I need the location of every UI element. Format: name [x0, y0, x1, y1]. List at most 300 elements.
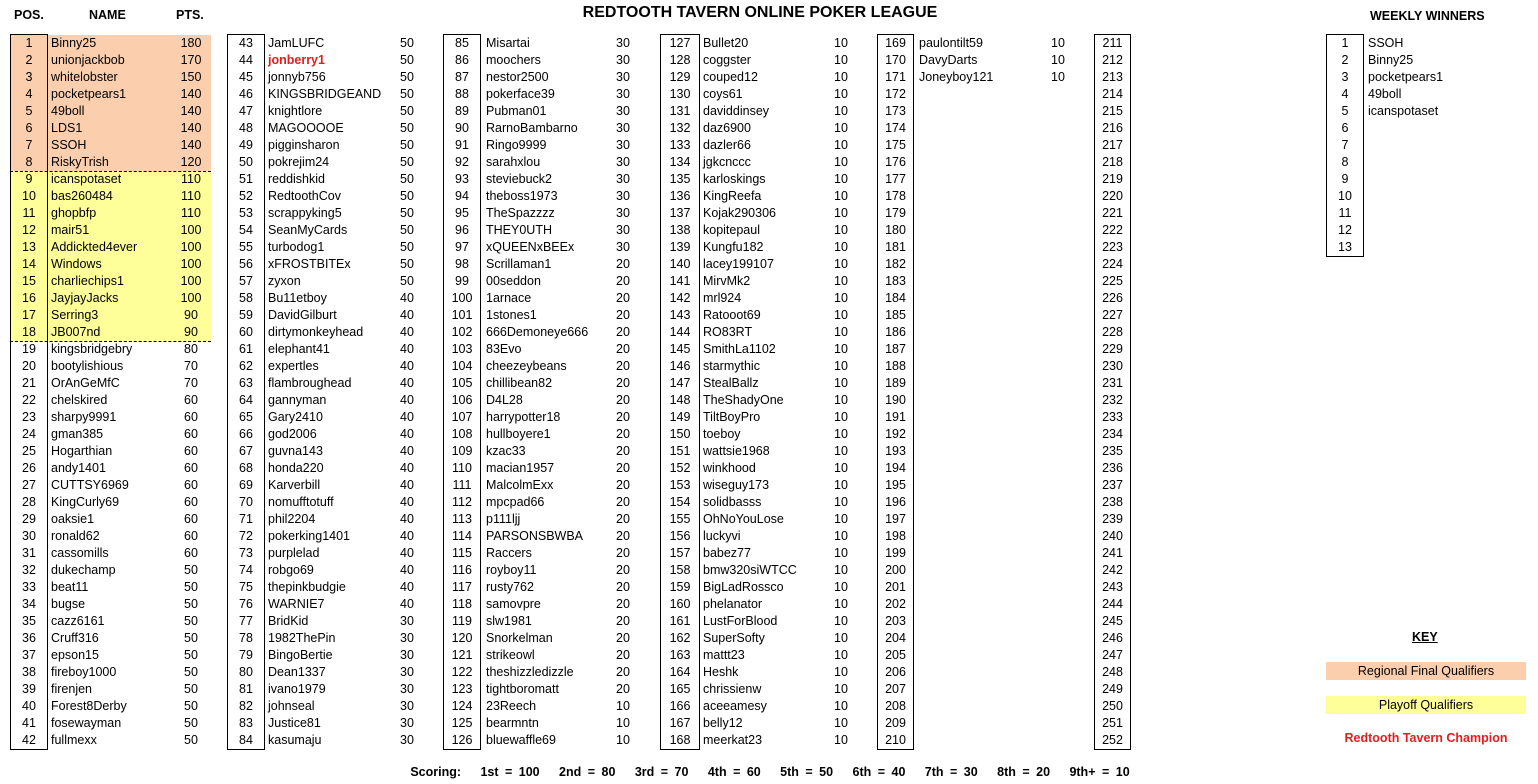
player-name: kzac33	[486, 444, 526, 458]
player-name: DavidGilburt	[268, 308, 337, 322]
weekly-winner-name: icanspotaset	[1368, 104, 1439, 118]
player-name: flambroughead	[268, 376, 352, 390]
player-points: 10	[834, 546, 848, 560]
position-number: 219	[1102, 172, 1123, 186]
position-number: 211	[1102, 36, 1123, 50]
position-number: 169	[885, 36, 906, 50]
player-name: BingoBertie	[268, 648, 333, 662]
position-number: 239	[1102, 512, 1123, 526]
position-number: 41	[22, 716, 36, 730]
position-number: 126	[451, 733, 473, 747]
player-name: andy1401	[51, 461, 106, 475]
position-number: 165	[669, 682, 691, 696]
player-points: 60	[184, 393, 198, 407]
player-points: 20	[616, 257, 630, 271]
position-number: 134	[669, 155, 691, 169]
position-number: 61	[239, 342, 253, 356]
player-name: RO83RT	[703, 325, 753, 339]
position-number: 163	[669, 648, 691, 662]
position-number: 200	[885, 563, 906, 577]
player-name: Heshk	[703, 665, 739, 679]
player-name: dukechamp	[51, 563, 116, 577]
position-number: 214	[1102, 87, 1123, 101]
position-number: 82	[239, 699, 253, 713]
player-name: cassomills	[51, 546, 109, 560]
position-number: 18	[22, 325, 36, 339]
position-number: 189	[885, 376, 906, 390]
player-points: 30	[616, 223, 630, 237]
position-number: 86	[455, 53, 469, 67]
weekly-position-number: 12	[1338, 223, 1352, 237]
position-number: 157	[669, 546, 691, 560]
player-points: 10	[834, 699, 848, 713]
position-number: 120	[451, 631, 473, 645]
position-number: 107	[451, 410, 473, 424]
player-points: 20	[616, 308, 630, 322]
player-name: 1stones1	[486, 308, 537, 322]
player-name: tightboromatt	[486, 682, 559, 696]
position-number: 75	[239, 580, 253, 594]
position-number: 113	[452, 512, 472, 526]
player-points: 20	[616, 512, 630, 526]
player-points: 30	[616, 70, 630, 84]
player-points: 10	[834, 614, 848, 628]
player-name: samovpre	[486, 597, 541, 611]
weekly-position-number: 3	[1341, 70, 1349, 84]
position-number: 24	[22, 427, 36, 441]
position-number: 67	[239, 444, 253, 458]
player-points: 30	[616, 138, 630, 152]
position-number: 244	[1102, 597, 1123, 611]
player-name: TheSpazzzz	[486, 206, 555, 220]
position-number: 43	[239, 36, 253, 50]
position-number: 184	[885, 291, 906, 305]
player-points: 50	[400, 172, 414, 186]
position-number: 60	[239, 325, 253, 339]
position-number: 247	[1102, 648, 1123, 662]
player-points: 30	[400, 614, 414, 628]
position-number: 218	[1102, 155, 1123, 169]
position-number: 5	[25, 104, 33, 118]
player-points: 30	[400, 716, 414, 730]
position-number: 150	[669, 427, 691, 441]
position-number: 203	[885, 614, 906, 628]
player-name: lacey199107	[703, 257, 774, 271]
position-number: 81	[239, 682, 253, 696]
position-number: 206	[885, 665, 906, 679]
player-name: whitelobster	[51, 70, 118, 84]
player-name: pokerface39	[486, 87, 555, 101]
position-number: 245	[1102, 614, 1123, 628]
player-points: 40	[400, 563, 414, 577]
player-name: JayjayJacks	[51, 291, 119, 305]
weekly-winner-name: 49boll	[1368, 87, 1402, 101]
key-title: KEY	[1412, 630, 1438, 644]
position-number: 104	[451, 359, 473, 373]
player-points: 40	[400, 410, 414, 424]
player-points: 10	[834, 393, 848, 407]
player-points: 10	[834, 478, 848, 492]
player-name: Gary2410	[268, 410, 323, 424]
player-points: 90	[184, 308, 198, 322]
position-number: 57	[239, 274, 253, 288]
position-number: 10	[22, 189, 36, 203]
position-number: 144	[669, 325, 691, 339]
player-points: 140	[180, 138, 202, 152]
player-points: 10	[834, 138, 848, 152]
player-name: Addickted4ever	[51, 240, 138, 254]
position-number: 7	[25, 138, 33, 152]
player-points: 10	[834, 240, 848, 254]
player-name: MalcolmExx	[486, 478, 554, 492]
player-name: fireboy1000	[51, 665, 117, 679]
player-points: 10	[834, 104, 848, 118]
weekly-position-number: 7	[1341, 138, 1349, 152]
position-number: 116	[452, 563, 472, 577]
player-name: mair51	[51, 223, 90, 237]
position-number: 167	[669, 716, 691, 730]
player-points: 50	[400, 240, 414, 254]
weekly-winner-name: pocketpears1	[1368, 70, 1444, 84]
position-number: 213	[1102, 70, 1123, 84]
position-number: 153	[669, 478, 691, 492]
player-points: 30	[616, 53, 630, 67]
player-name: TheShadyOne	[703, 393, 784, 407]
player-points: 60	[184, 529, 198, 543]
player-points: 30	[616, 155, 630, 169]
position-number: 71	[239, 512, 253, 526]
position-number: 115	[452, 546, 472, 560]
position-number: 36	[22, 631, 36, 645]
player-points: 20	[616, 597, 630, 611]
player-points: 170	[180, 53, 202, 67]
position-number: 37	[22, 648, 36, 662]
position-number: 242	[1102, 563, 1123, 577]
player-name: chrissienw	[703, 682, 762, 696]
weekly-position-number: 8	[1341, 155, 1349, 169]
player-points: 40	[400, 427, 414, 441]
position-number: 128	[669, 53, 691, 67]
position-number: 241	[1102, 546, 1123, 560]
position-number: 221	[1102, 206, 1123, 220]
player-name: CUTTSY6969	[51, 478, 129, 492]
position-number: 204	[885, 631, 906, 645]
position-number: 185	[885, 308, 906, 322]
position-number: 68	[239, 461, 253, 475]
qualifier-divider	[10, 171, 211, 172]
position-number: 251	[1102, 716, 1123, 730]
position-number: 70	[239, 495, 253, 509]
player-name: macian1957	[486, 461, 555, 475]
player-name: bearmntn	[486, 716, 539, 730]
position-number: 98	[455, 257, 469, 271]
player-name: dirtymonkeyhead	[268, 325, 364, 339]
player-points: 20	[616, 342, 630, 356]
position-number: 74	[239, 563, 253, 577]
player-name: SuperSofty	[703, 631, 765, 645]
player-points: 120	[180, 155, 202, 169]
player-points: 10	[834, 257, 848, 271]
position-number: 13	[22, 240, 36, 254]
position-number: 14	[22, 257, 36, 271]
player-name: fosewayman	[51, 716, 122, 730]
position-number: 103	[451, 342, 473, 356]
player-points: 20	[616, 427, 630, 441]
player-points: 20	[616, 478, 630, 492]
position-number: 162	[669, 631, 691, 645]
position-number: 232	[1102, 393, 1123, 407]
position-number: 56	[239, 257, 253, 271]
position-number: 29	[22, 512, 36, 526]
position-number: 181	[885, 240, 906, 254]
player-name: aceeamesy	[703, 699, 767, 713]
player-points: 50	[184, 716, 198, 730]
position-number: 196	[885, 495, 906, 509]
player-name: SSOH	[51, 138, 87, 152]
player-points: 110	[181, 189, 201, 203]
position-number: 79	[239, 648, 253, 662]
player-name: ronald62	[51, 529, 100, 543]
player-points: 10	[834, 274, 848, 288]
player-name: 49boll	[51, 104, 85, 118]
player-points: 10	[834, 733, 848, 747]
player-points: 50	[400, 155, 414, 169]
player-name: Kojak290306	[703, 206, 776, 220]
position-number: 28	[22, 495, 36, 509]
player-name: kingsbridgebry	[51, 342, 133, 356]
player-points: 30	[400, 682, 414, 696]
player-name: expertles	[268, 359, 319, 373]
player-points: 20	[616, 393, 630, 407]
player-points: 10	[834, 410, 848, 424]
position-number: 96	[455, 223, 469, 237]
scoring-legend: Scoring: 1st = 100 2nd = 80 3rd = 70 4th = 60 5th = 50 6th = 40 7th = 30 8th = 20 9th+ = 10	[410, 765, 1130, 779]
player-points: 50	[184, 563, 198, 577]
player-name: gannyman	[268, 393, 327, 407]
player-points: 30	[616, 206, 630, 220]
player-name: Joneyboy121	[919, 70, 994, 84]
position-number: 4	[25, 87, 33, 101]
position-number: 50	[239, 155, 253, 169]
player-name: kopitepaul	[703, 223, 760, 237]
position-number: 164	[669, 665, 691, 679]
position-number: 80	[239, 665, 253, 679]
position-number: 149	[669, 410, 691, 424]
player-points: 10	[616, 733, 630, 747]
player-points: 30	[616, 121, 630, 135]
player-name: KINGSBRIDGEAND	[268, 87, 382, 101]
player-name: JamLUFC	[268, 36, 325, 50]
player-points: 20	[616, 461, 630, 475]
league-title: REDTOOTH TAVERN ONLINE POKER LEAGUE	[582, 4, 938, 21]
position-number: 38	[22, 665, 36, 679]
player-points: 50	[400, 206, 414, 220]
position-number: 171	[885, 70, 906, 84]
player-name: SeanMyCards	[268, 223, 348, 237]
player-points: 40	[400, 461, 414, 475]
player-name: starmythic	[703, 359, 760, 373]
player-name: elephant41	[268, 342, 330, 356]
player-name: toeboy	[703, 427, 741, 441]
player-name: paulontilt59	[919, 36, 983, 50]
player-points: 50	[184, 665, 198, 679]
position-number: 84	[239, 733, 253, 747]
position-number: 182	[885, 257, 906, 271]
player-name: honda220	[268, 461, 324, 475]
player-points: 10	[834, 529, 848, 543]
player-name: dazler66	[703, 138, 751, 152]
weekly-position-number: 6	[1341, 121, 1349, 135]
position-number: 46	[239, 87, 253, 101]
player-points: 40	[400, 325, 414, 339]
position-number: 108	[451, 427, 473, 441]
player-name: guvna143	[268, 444, 323, 458]
player-points: 10	[616, 716, 630, 730]
player-name: D4L28	[486, 393, 523, 407]
player-name: pokerking1401	[268, 529, 351, 543]
position-number: 129	[669, 70, 691, 84]
player-points: 180	[180, 36, 202, 50]
position-number: 89	[455, 104, 469, 118]
player-name: MAGOOOOE	[268, 121, 344, 135]
position-number: 215	[1102, 104, 1123, 118]
position-number: 87	[455, 70, 469, 84]
weekly-position-number: 2	[1341, 53, 1349, 67]
player-points: 100	[180, 240, 202, 254]
position-number: 147	[669, 376, 691, 390]
player-name: theboss1973	[486, 189, 558, 203]
player-points: 150	[180, 70, 202, 84]
position-number: 145	[669, 342, 691, 356]
position-number: 12	[22, 223, 36, 237]
player-name: cazz6161	[51, 614, 105, 628]
position-number: 100	[451, 291, 473, 305]
player-name: Binny25	[51, 36, 97, 50]
position-number: 83	[239, 716, 253, 730]
player-points: 10	[834, 580, 848, 594]
player-name: harrypotter18	[486, 410, 561, 424]
player-points: 20	[616, 580, 630, 594]
player-name: 83Evo	[486, 342, 522, 356]
position-number: 72	[239, 529, 253, 543]
position-number: 190	[885, 393, 906, 407]
player-points: 40	[400, 546, 414, 560]
player-name: PARSONSBWBA	[486, 529, 584, 543]
player-name: oaksie1	[51, 512, 95, 526]
player-name: Cruff316	[51, 631, 99, 645]
position-number: 202	[885, 597, 906, 611]
position-number: 225	[1102, 274, 1123, 288]
player-points: 20	[616, 546, 630, 560]
player-name: babez77	[703, 546, 751, 560]
player-points: 40	[400, 393, 414, 407]
position-number: 97	[455, 240, 469, 254]
player-name: Dean1337	[268, 665, 326, 679]
player-name: pocketpears1	[51, 87, 127, 101]
player-name: daz6900	[703, 121, 751, 135]
player-name: Bu11etboy	[268, 291, 327, 305]
player-name: wiseguy173	[703, 478, 770, 492]
player-points: 50	[400, 53, 414, 67]
player-name: solidbasss	[703, 495, 762, 509]
player-name: KingReefa	[703, 189, 762, 203]
position-number: 9	[25, 172, 33, 186]
player-points: 40	[400, 444, 414, 458]
player-points: 10	[834, 342, 848, 356]
player-points: 100	[180, 274, 202, 288]
player-points: 10	[834, 291, 848, 305]
player-name: jonberry1	[268, 53, 325, 67]
player-points: 30	[616, 172, 630, 186]
position-number: 93	[455, 172, 469, 186]
player-name: Misartai	[486, 36, 530, 50]
player-points: 10	[834, 36, 848, 50]
position-number: 85	[455, 36, 469, 50]
player-points: 10	[834, 87, 848, 101]
position-number: 170	[885, 53, 906, 67]
player-points: 30	[616, 240, 630, 254]
player-points: 50	[184, 631, 198, 645]
player-points: 50	[400, 257, 414, 271]
player-points: 10	[834, 172, 848, 186]
position-number: 166	[669, 699, 691, 713]
player-name: jgkcnccc	[703, 155, 751, 169]
player-name: epson15	[51, 648, 99, 662]
position-number: 217	[1102, 138, 1123, 152]
position-number: 250	[1102, 699, 1123, 713]
player-points: 40	[400, 495, 414, 509]
player-name: Forest8Derby	[51, 699, 127, 713]
position-number: 30	[22, 529, 36, 543]
player-name: coys61	[703, 87, 743, 101]
position-number: 173	[885, 104, 906, 118]
player-points: 40	[400, 342, 414, 356]
position-number: 92	[455, 155, 469, 169]
player-points: 60	[184, 427, 198, 441]
position-number: 127	[669, 36, 691, 50]
player-points: 60	[184, 444, 198, 458]
position-number: 135	[669, 172, 691, 186]
player-points: 40	[400, 308, 414, 322]
player-points: 140	[180, 121, 202, 135]
player-name: LDS1	[51, 121, 83, 135]
position-number: 220	[1102, 189, 1123, 203]
player-name: BridKid	[268, 614, 309, 628]
player-points: 10	[834, 121, 848, 135]
position-number: 146	[669, 359, 691, 373]
position-number: 95	[455, 206, 469, 220]
player-name: Ratooot69	[703, 308, 761, 322]
player-points: 110	[181, 172, 201, 186]
player-points: 30	[400, 733, 414, 747]
position-number: 132	[669, 121, 691, 135]
player-points: 10	[834, 682, 848, 696]
player-name: SmithLa1102	[703, 342, 776, 356]
player-name: zyxon	[268, 274, 301, 288]
position-number: 216	[1102, 121, 1123, 135]
player-name: RiskyTrish	[51, 155, 109, 169]
player-points: 10	[834, 325, 848, 339]
player-points: 10	[834, 495, 848, 509]
position-number: 155	[669, 512, 691, 526]
player-points: 50	[400, 223, 414, 237]
player-name: pigginsharon	[268, 138, 340, 152]
position-number: 208	[885, 699, 906, 713]
player-points: 10	[834, 597, 848, 611]
position-number: 228	[1102, 325, 1123, 339]
position-number: 77	[239, 614, 253, 628]
position-number: 207	[885, 682, 906, 696]
